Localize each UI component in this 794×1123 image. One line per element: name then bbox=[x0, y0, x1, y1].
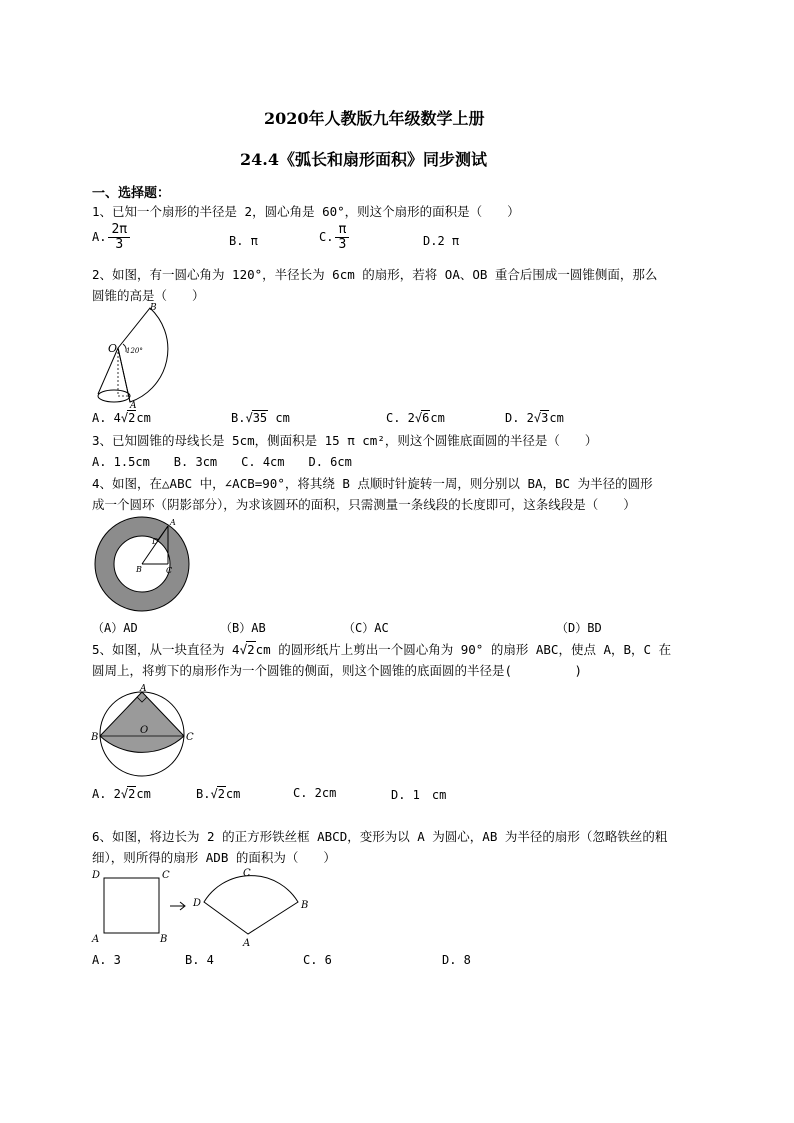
q5-label-a: A bbox=[140, 684, 147, 694]
q1-stem: 1、已知一个扇形的半径是 2，圆心角是 60°，则这个扇形的面积是（ ） bbox=[92, 204, 520, 219]
q2-d-radicand: 3 bbox=[541, 411, 549, 425]
q5-stem-line2: 圆周上，将剪下的扇形作为一个圆锥的侧面，则这个圆锥的底面圆的半径是( ) bbox=[92, 663, 583, 678]
q5-stem-line1 bbox=[92, 640, 671, 658]
q5-b-label: B. bbox=[196, 787, 211, 801]
page-subtitle: 24.4《弧长和扇形面积》同步测试 bbox=[240, 150, 487, 169]
q2-a-unit: cm bbox=[136, 411, 151, 425]
q2-option-b bbox=[231, 410, 290, 425]
sqrt-sign: √ bbox=[414, 411, 423, 425]
q6-square-label-c: C bbox=[162, 870, 170, 881]
q2-option-c bbox=[386, 410, 445, 425]
q2-b-radicand: 35 bbox=[252, 411, 268, 425]
q4-option-c: （C）AC bbox=[343, 621, 389, 635]
q2-label-o: O bbox=[108, 342, 118, 355]
q1-a-numerator: 2π bbox=[108, 223, 130, 238]
q4-label-c: C bbox=[166, 566, 173, 575]
q2-a-coef: A. 4 bbox=[92, 411, 121, 425]
q5-a-unit: cm bbox=[136, 787, 151, 801]
q6-option-d: D. 8 bbox=[442, 953, 471, 967]
q4-option-d: （D）BD bbox=[556, 621, 602, 635]
q2-d-coef: D. 2 bbox=[505, 411, 534, 425]
q5-label-b: B bbox=[91, 732, 99, 743]
q5-a-radicand: 2 bbox=[128, 787, 136, 801]
q1-option-d: D.2 π bbox=[423, 234, 460, 248]
q2-c-coef: C. 2 bbox=[386, 411, 415, 425]
q5-b-radicand: 2 bbox=[217, 787, 225, 801]
q6-option-c: C. 6 bbox=[303, 953, 332, 967]
q3-options: A. 1.5cm B. 3cm C. 4cm D. 6cm bbox=[92, 455, 352, 469]
q1-option-c-fraction bbox=[335, 223, 349, 252]
q4-label-a: A bbox=[170, 518, 176, 527]
q5-stem-radicand: 2 bbox=[247, 642, 255, 657]
q2-c-unit: cm bbox=[430, 411, 445, 425]
q1-option-c-label: C. bbox=[319, 230, 334, 244]
q6-square-label-b: B bbox=[160, 934, 168, 945]
q1-option-b: B. π bbox=[229, 234, 258, 248]
q2-label-angle: 120° bbox=[126, 347, 143, 355]
q2-stem-line2: 圆锥的高是（ ） bbox=[92, 288, 205, 303]
q2-b-unit: cm bbox=[268, 411, 290, 425]
q4-figure-annulus bbox=[92, 512, 192, 614]
q6-figure-square-to-sector bbox=[90, 864, 320, 948]
q6-option-a: A. 3 bbox=[92, 953, 121, 967]
q6-stem-line1: 6、如图，将边长为 2 的正方形铁丝框 ABCD，变形为以 A 为圆心，AB 为半径的扇形（忽略铁丝的粗 bbox=[92, 829, 668, 844]
q6-sector-label-c: C bbox=[243, 868, 251, 879]
q1-c-numerator: π bbox=[335, 223, 349, 238]
q6-square-label-a: A bbox=[92, 934, 100, 945]
q5-option-b bbox=[196, 786, 240, 801]
q2-label-b: B bbox=[150, 303, 157, 313]
q5-stem-pre: 5、如图，从一块直径为 4 bbox=[92, 642, 240, 657]
q5-label-o: O bbox=[140, 725, 149, 736]
q2-d-unit: cm bbox=[549, 411, 564, 425]
page-title: 2020年人教版九年级数学上册 bbox=[264, 109, 485, 128]
q4-option-a: （A）AD bbox=[92, 621, 138, 635]
q3-stem: 3、已知圆锥的母线长是 5cm，侧面积是 15 π cm²，则这个圆锥底面圆的半径是（ ） bbox=[92, 433, 598, 448]
q5-figure-sector-in-circle bbox=[90, 680, 200, 778]
section-heading: 一、选择题： bbox=[92, 186, 171, 201]
q2-c-radicand: 6 bbox=[422, 411, 430, 425]
q5-stem-post: cm 的圆形纸片上剪出一个圆心角为 90° 的扇形 ABC，使点 A，B，C 在 bbox=[255, 642, 672, 657]
q6-sector-label-b: B bbox=[301, 900, 309, 911]
q1-a-denominator: 3 bbox=[115, 237, 124, 252]
q6-option-b: B. 4 bbox=[185, 953, 214, 967]
q6-stem-line2: 细），则所得的扇形 ADB 的面积为（ ） bbox=[92, 850, 336, 865]
q4-option-b: （B）AB bbox=[220, 621, 266, 635]
q5-option-d: D. 1 cm bbox=[391, 788, 447, 802]
q1-option-a bbox=[92, 223, 130, 252]
q4-label-d: D bbox=[152, 537, 159, 546]
q2-b-label: B. bbox=[231, 411, 246, 425]
q4-label-b: B bbox=[136, 565, 142, 574]
sqrt-sign: √ bbox=[120, 411, 129, 425]
q6-square-label-d: D bbox=[92, 870, 101, 881]
arrow-right-icon bbox=[170, 902, 185, 910]
q4-stem-line1: 4、如图，在△ABC 中，∠ACB=90°，将其绕 B 点顺时针旋转一周，则分别以 BA，BC 为半径的圆形 bbox=[92, 476, 653, 491]
q6-sector-label-d: D bbox=[193, 898, 202, 909]
q5-label-c: C bbox=[186, 732, 194, 743]
q2-figure-cone-sector bbox=[90, 300, 200, 408]
q5-option-a bbox=[92, 786, 151, 801]
q2-option-a bbox=[92, 410, 151, 425]
sqrt-sign: √ bbox=[120, 787, 129, 801]
q2-a-radicand: 2 bbox=[128, 411, 136, 425]
q1-c-denominator: 3 bbox=[338, 237, 347, 252]
q5-b-unit: cm bbox=[225, 787, 241, 801]
q2-stem-line1: 2、如图，有一圆心角为 120°，半径长为 6cm 的扇形，若将 OA、OB 重合后围成一圆锥侧面，那么 bbox=[92, 267, 658, 282]
q4-stem-line2: 成一个圆环（阴影部分），为求该圆环的面积，只需测量一条线段的长度即可，这条线段是（ ） bbox=[92, 497, 636, 512]
q1-option-a-fraction bbox=[108, 223, 130, 252]
sqrt-sign: √ bbox=[245, 411, 253, 425]
sqrt-sign: √ bbox=[533, 411, 542, 425]
q1-option-c bbox=[319, 223, 349, 252]
sqrt-sign: √ bbox=[239, 642, 248, 657]
q5-a-coef: A. 2 bbox=[92, 787, 121, 801]
q2-option-d bbox=[505, 410, 564, 425]
sqrt-sign: √ bbox=[210, 787, 218, 801]
q6-sector-label-a: A bbox=[243, 938, 251, 948]
q5-option-c: C. 2cm bbox=[293, 786, 337, 800]
q1-option-a-label: A. bbox=[92, 230, 107, 244]
q2-label-a: A bbox=[130, 401, 137, 408]
